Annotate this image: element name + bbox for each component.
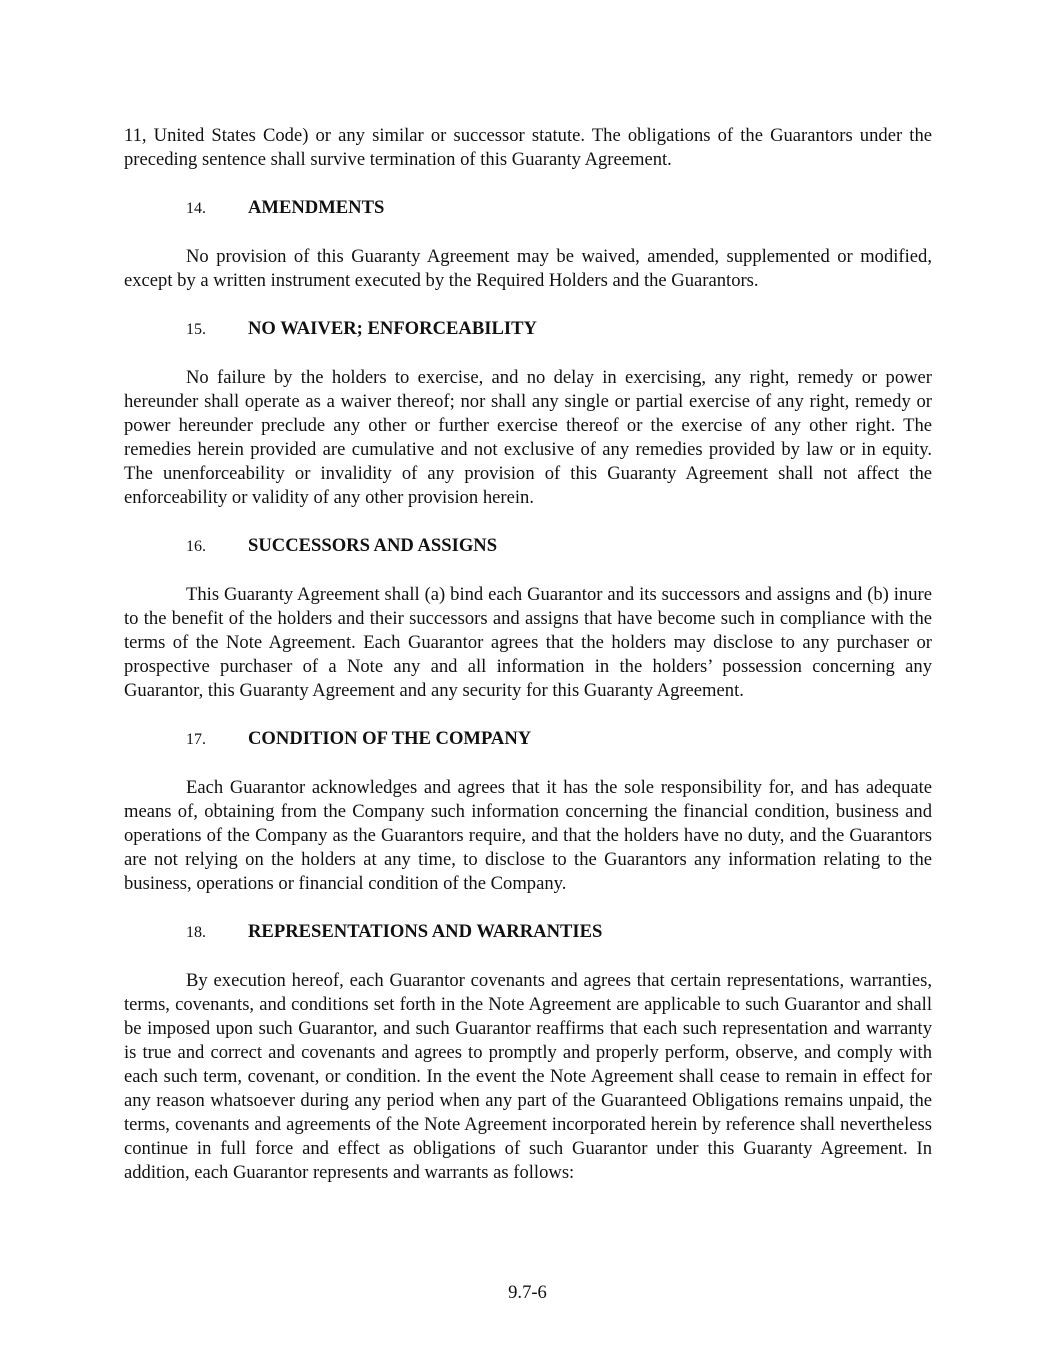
section-heading-18 — [186, 920, 932, 945]
section-heading-15 — [186, 317, 932, 342]
section-title: NO WAIVER; ENFORCEABILITY — [248, 318, 537, 339]
section-body-17: Each Guarantor acknowledges and agrees that it has the sole responsibility for, and has adequate means of, obtaining from the Company such information concerning the financial condition, business and operations of the Company as the Guarantors require, and that the holders have no duty, and the Guarantors are not relying on the holders at any time, to disclose to the Guarantors any information relating to the business, operations or financial condition of the Company. — [124, 777, 932, 894]
section-body-16: This Guaranty Agreement shall (a) bind each Guarantor and its successors and assigns and (b) inure to the benefit of the holders and their successors and assigns that have become such in compliance with the terms of the Note Agreement. Each Guarantor agrees that the holders may disclose to any purchaser or prospective purchaser of a Note any and all information in the holders’ possession concerning any Guarantor, this Guaranty Agreement and any security for this Guaranty Agreement. — [124, 584, 932, 701]
section-title: REPRESENTATIONS AND WARRANTIES — [248, 921, 603, 942]
section-heading-14 — [186, 196, 932, 221]
section-heading-17 — [186, 727, 932, 752]
section-number: 17. — [186, 731, 206, 748]
section-number: 16. — [186, 538, 206, 555]
section-body-14: No provision of this Guaranty Agreement may be waived, amended, supplemented or modified, except by a written instrument executed by the Required Holders and the Guarantors. — [124, 246, 932, 291]
section-body-15: No failure by the holders to exercise, and no delay in exercising, any right, remedy or power hereunder shall operate as a waiver thereof; nor shall any single or partial exercise of any right, remedy or power hereunder preclude any other or further exercise thereof or the exercise of any other right. The remedies herein provided are cumulative and not exclusive of any remedies provided by law or in equity. The unenforceability or invalidity of any provision of this Guaranty Agreement shall not affect the enforceability or validity of any other provision herein. — [124, 367, 932, 508]
section-number: 14. — [186, 200, 206, 217]
section-body-18: By execution hereof, each Guarantor covenants and agrees that certain representations, warranties, terms, covenants, and conditions set forth in the Note Agreement are applicable to such Guarantor and shall be imposed upon such Guarantor, and such Guarantor reaffirms that each such representation and warranty is true and correct and covenants and agrees to promptly and properly perform, observe, and comply with each such term, covenant, or condition. In the event the Note Agreement shall cease to remain in effect for any reason whatsoever during any period when any part of the Guaranteed Obligations remains unpaid, the terms, covenants and agreements of the Note Agreement incorporated herein by reference shall nevertheless continue in full force and effect as obligations of such Guarantor under this Guaranty Agreement. In addition, each Guarantor represents and warrants as follows: — [124, 970, 932, 1183]
section-number: 18. — [186, 924, 206, 941]
document-page — [124, 124, 932, 1185]
section-title: AMENDMENTS — [248, 197, 385, 218]
section-heading-16 — [186, 534, 932, 559]
page-number: 9.7-6 — [508, 1282, 547, 1303]
section-number: 15. — [186, 321, 206, 338]
section-title: CONDITION OF THE COMPANY — [248, 728, 532, 749]
section-title: SUCCESSORS AND ASSIGNS — [248, 535, 498, 556]
intro-paragraph: 11, United States Code) or any similar or successor statute. The obligations of the Guarantors under the preceding sentence shall survive termination of this Guaranty Agreement. — [124, 125, 932, 170]
